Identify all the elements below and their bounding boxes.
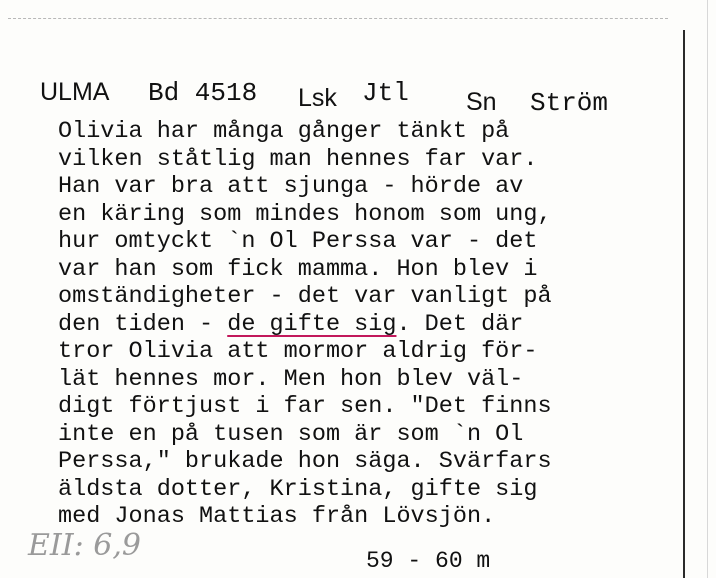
socken-label: Sn xyxy=(466,88,497,116)
text-line: äldsta dotter, Kristina, gifte sig xyxy=(58,475,538,503)
handwritten-note: EII: 6,9 xyxy=(28,528,141,563)
landskap-value: Jtl xyxy=(362,78,409,108)
text-segment: . Det där xyxy=(396,310,524,338)
text-line: hur omtyckt `n Ol Perssa var - det xyxy=(58,228,538,255)
card-top-edge xyxy=(8,18,668,20)
page-range: 59 - 60 m xyxy=(366,548,491,574)
socken-value: Ström xyxy=(530,88,609,118)
text-line: Perssa," brukade hon säga. Svärfars xyxy=(58,448,552,475)
underlined-phrase: de gifte sig xyxy=(227,310,397,338)
text-line: inte en på tusen som är som `n Ol xyxy=(58,420,524,448)
archive-code: ULMA xyxy=(40,78,110,106)
text-segment: den tiden - xyxy=(58,310,228,338)
transcript-text xyxy=(58,118,678,531)
text-line: med Jonas Mattias från Lövsjön. xyxy=(58,503,496,530)
text-line: tror Olivia att mormor aldrig för- xyxy=(58,338,538,365)
card-right-edge xyxy=(683,30,685,578)
text-line: en käring som mindes honom som ung, xyxy=(58,200,552,228)
text-line: digt förtjust i far sen. "Det finns xyxy=(58,393,552,420)
landskap-label: Lsk xyxy=(298,84,337,112)
text-line: Olivia har många gånger tänkt på xyxy=(58,118,510,145)
text-line: omständigheter - det var vanligt på xyxy=(58,283,552,310)
scan-border xyxy=(707,0,708,578)
text-line: Han var bra att sjunga - hörde av xyxy=(58,173,524,200)
text-line: var han som fick mamma. Hon blev i xyxy=(58,255,538,283)
text-line: lät hennes mor. Men hon blev väl- xyxy=(58,365,524,393)
text-line: vilken ståtlig man hennes far var. xyxy=(58,145,538,173)
text-line xyxy=(58,311,678,339)
record-number: Bd 4518 xyxy=(148,78,258,108)
